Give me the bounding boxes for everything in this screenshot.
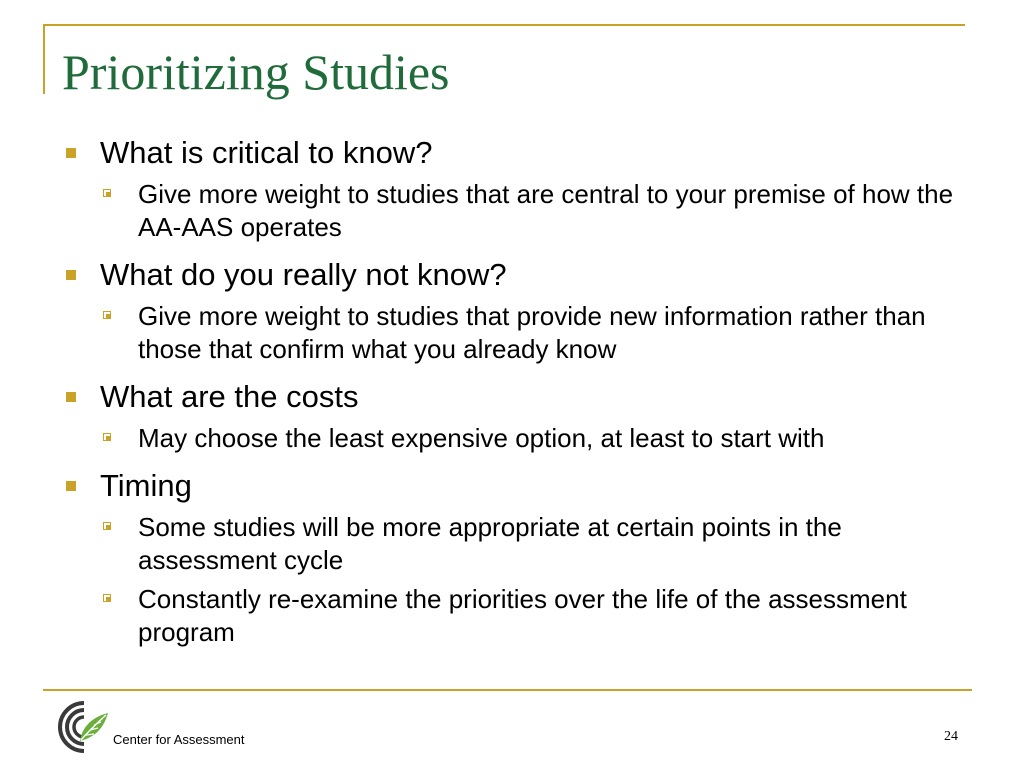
frame-top-rule [43,24,965,26]
square-bullet-icon [66,148,76,158]
hollow-square-bullet-icon [103,189,111,197]
page-number: 24 [944,729,958,744]
sub-bullet-text: Some studies will be more appropriate at certain points in the assessment cycle [138,512,842,575]
hollow-square-bullet-icon [103,433,111,441]
hollow-square-bullet-icon [103,311,111,319]
square-bullet-icon [66,481,76,491]
sub-bullet-item [102,422,976,455]
bullet-text: What is critical to know? [100,135,433,170]
footer-organization: Center for Assessment [113,732,245,747]
bullet-item [66,256,976,294]
bullet-text: Timing [100,468,192,503]
hollow-square-bullet-icon [103,594,111,602]
sub-bullet-item [102,511,976,577]
frame-left-rule [43,24,45,94]
bullet-text: What are the costs [100,379,359,414]
bullet-list [66,134,976,649]
bullet-item [66,467,976,505]
sub-bullet-item [102,583,976,649]
sub-bullet-text: May choose the least expensive option, at least to start with [138,423,825,453]
bullet-item [66,378,976,416]
sub-bullet-text: Constantly re-examine the priorities over the life of the assessment program [138,584,907,647]
sub-bullet-item [102,300,976,366]
footer-rule [43,689,972,691]
bullet-text: What do you really not know? [100,257,507,292]
sub-bullet-text: Give more weight to studies that are central to your premise of how the AA-AAS operates [138,179,954,242]
bullet-item [66,134,976,172]
slide-title: Prioritizing Studies [62,44,450,100]
hollow-square-bullet-icon [103,522,111,530]
square-bullet-icon [66,392,76,402]
square-bullet-icon [66,270,76,280]
sub-bullet-item [102,178,976,244]
center-for-assessment-logo-icon [50,697,114,757]
sub-bullet-text: Give more weight to studies that provide new information rather than those that confirm what you already know [138,301,926,364]
